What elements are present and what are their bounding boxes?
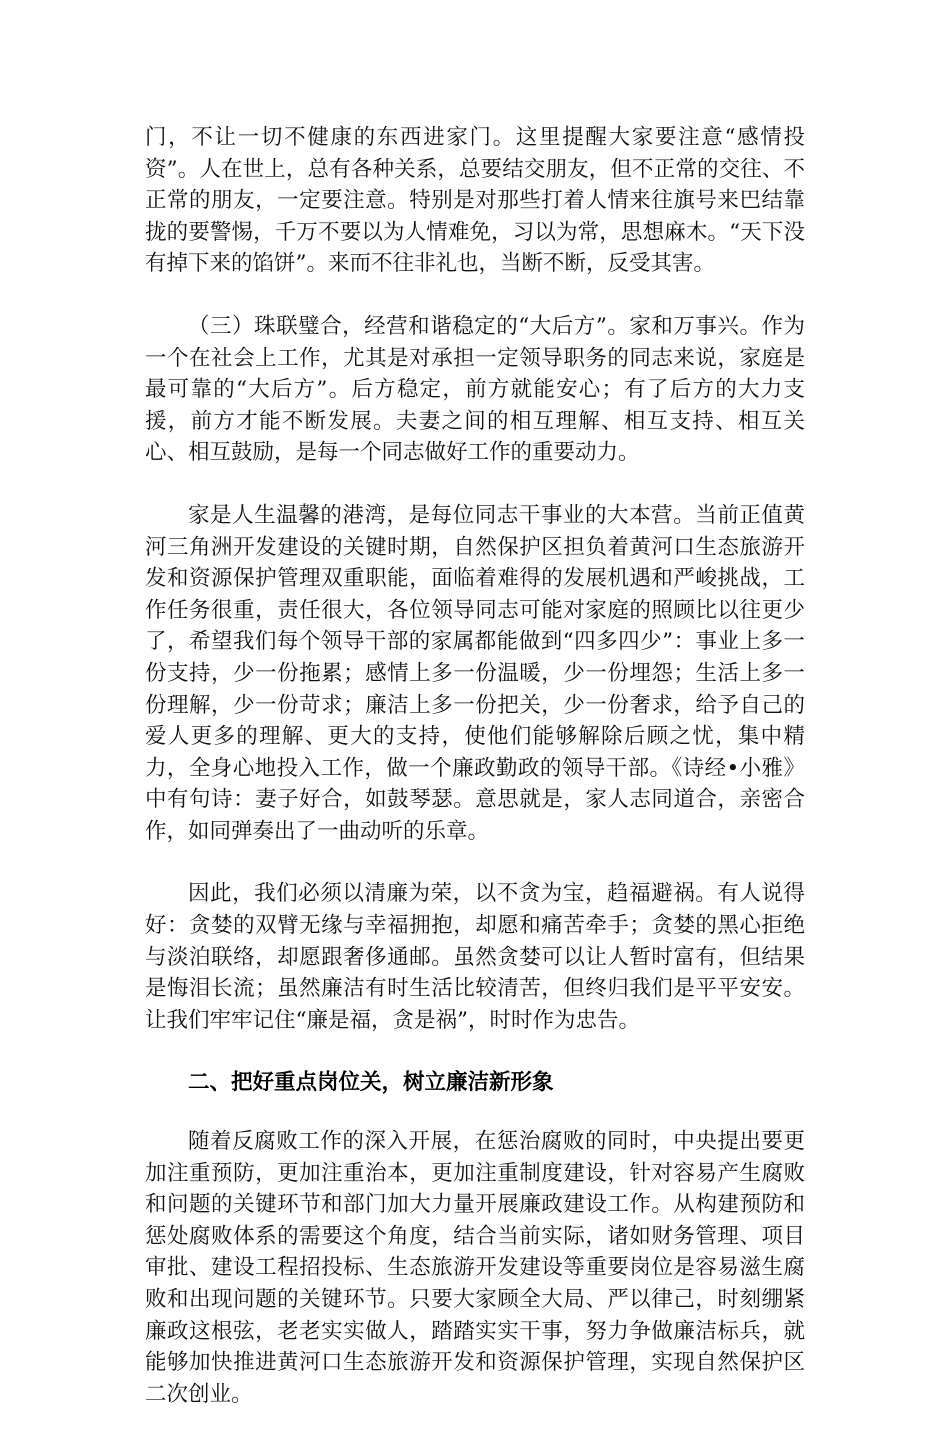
paragraph-family-rear: （三）珠联璧合，经营和谐稳定的“大后方”。家和万事兴。作为一个在社会上工作，尤其是对承担一定领导职务的同志来说，家庭是最可靠的“大后方”。后方稳定，前方就能安心；有了后方的大力支援，前方才能不断发展。夫妻之间的相互理解、相互支持、相互关心、相互鼓励，是每一个同志做好工作的重要动力。 <box>145 313 805 466</box>
document-body <box>145 122 805 1441</box>
paragraph-key-posts: 随着反腐败工作的深入开展，在惩治腐败的同时，中央提出要更加注重预防，更加注重治本，更加注重制度建设，针对容易产生腐败和问题的关键环节和部门加大力量开展廉政建设工作。从构建预防和惩处腐败体系的需要这个角度，结合当前实际，诸如财务管理、项目审批、建设工程招投标、生态旅游开发建设等重要岗位是容易滋生腐败和出现问题的关键环节。只要大家顾全大局、严以律己，时刻绷紧廉政这根弦，老老实实做人，踏踏实实干事，努力争做廉洁标兵，就能够加快推进黄河口生态旅游开发和资源保护管理，实现自然保护区二次创业。 <box>145 1129 805 1407</box>
paragraph-integrity: 因此，我们必须以清廉为荣，以不贪为宝，趋福避祸。有人说得好：贪婪的双臂无缘与幸福拥抱，却愿和痛苦牵手；贪婪的黑心拒绝与淡泊联络，却愿跟奢侈通邮。虽然贪婪可以让人暂时富有，但结果是悔泪长流；虽然廉洁有时生活比较清苦，但终归我们是平平安安。让我们牢牢记住“廉是福，贪是祸”，时时作为忠告。 <box>145 881 805 1033</box>
paragraph-continuation: 门，不让一切不健康的东西进家门。这里提醒大家要注意“感情投资”。人在世上，总有各种关系，总要结交朋友，但不正常的交往、不正常的朋友，一定要注意。特别是对那些打着人情来往旗号来巴结靠拢的要警惕，千万不要以为人情难免，习以为常，思想麻木。“天下没有掉下来的馅饼”。来而不往非礼也，当断不断，反受其害。 <box>145 125 805 277</box>
section-heading: 二、把好重点岗位关，树立廉洁新形象 <box>188 1070 554 1096</box>
paragraph-family-harbor: 家是人生温馨的港湾，是每位同志干事业的大本营。当前正值黄河三角洲开发建设的关键时期，自然保护区担负着黄河口生态旅游开发和资源保护管理双重职能，面临着难得的发展机遇和严峻挑战，工作任务很重，责任很大，各位领导同志可能对家庭的照顾比以往更少了，希望我们每个领导干部的家属都能做到“四多四少”：事业上多一份支持，少一份拖累；感情上多一份温暖，少一份埋怨；生活上多一份理解，少一份苛求；廉洁上多一份把关，少一份奢求，给予自己的爱人更多的理解、更大的支持，使他们能够解除后顾之忧，集中精力，全身心地投入工作，做一个廉政勤政的领导干部。《诗经•小雅》中有句诗：妻子好合，如鼓琴瑟。意思就是，家人志同道合，亲密合作，如同弹奏出了一曲动听的乐章。 <box>145 502 805 844</box>
